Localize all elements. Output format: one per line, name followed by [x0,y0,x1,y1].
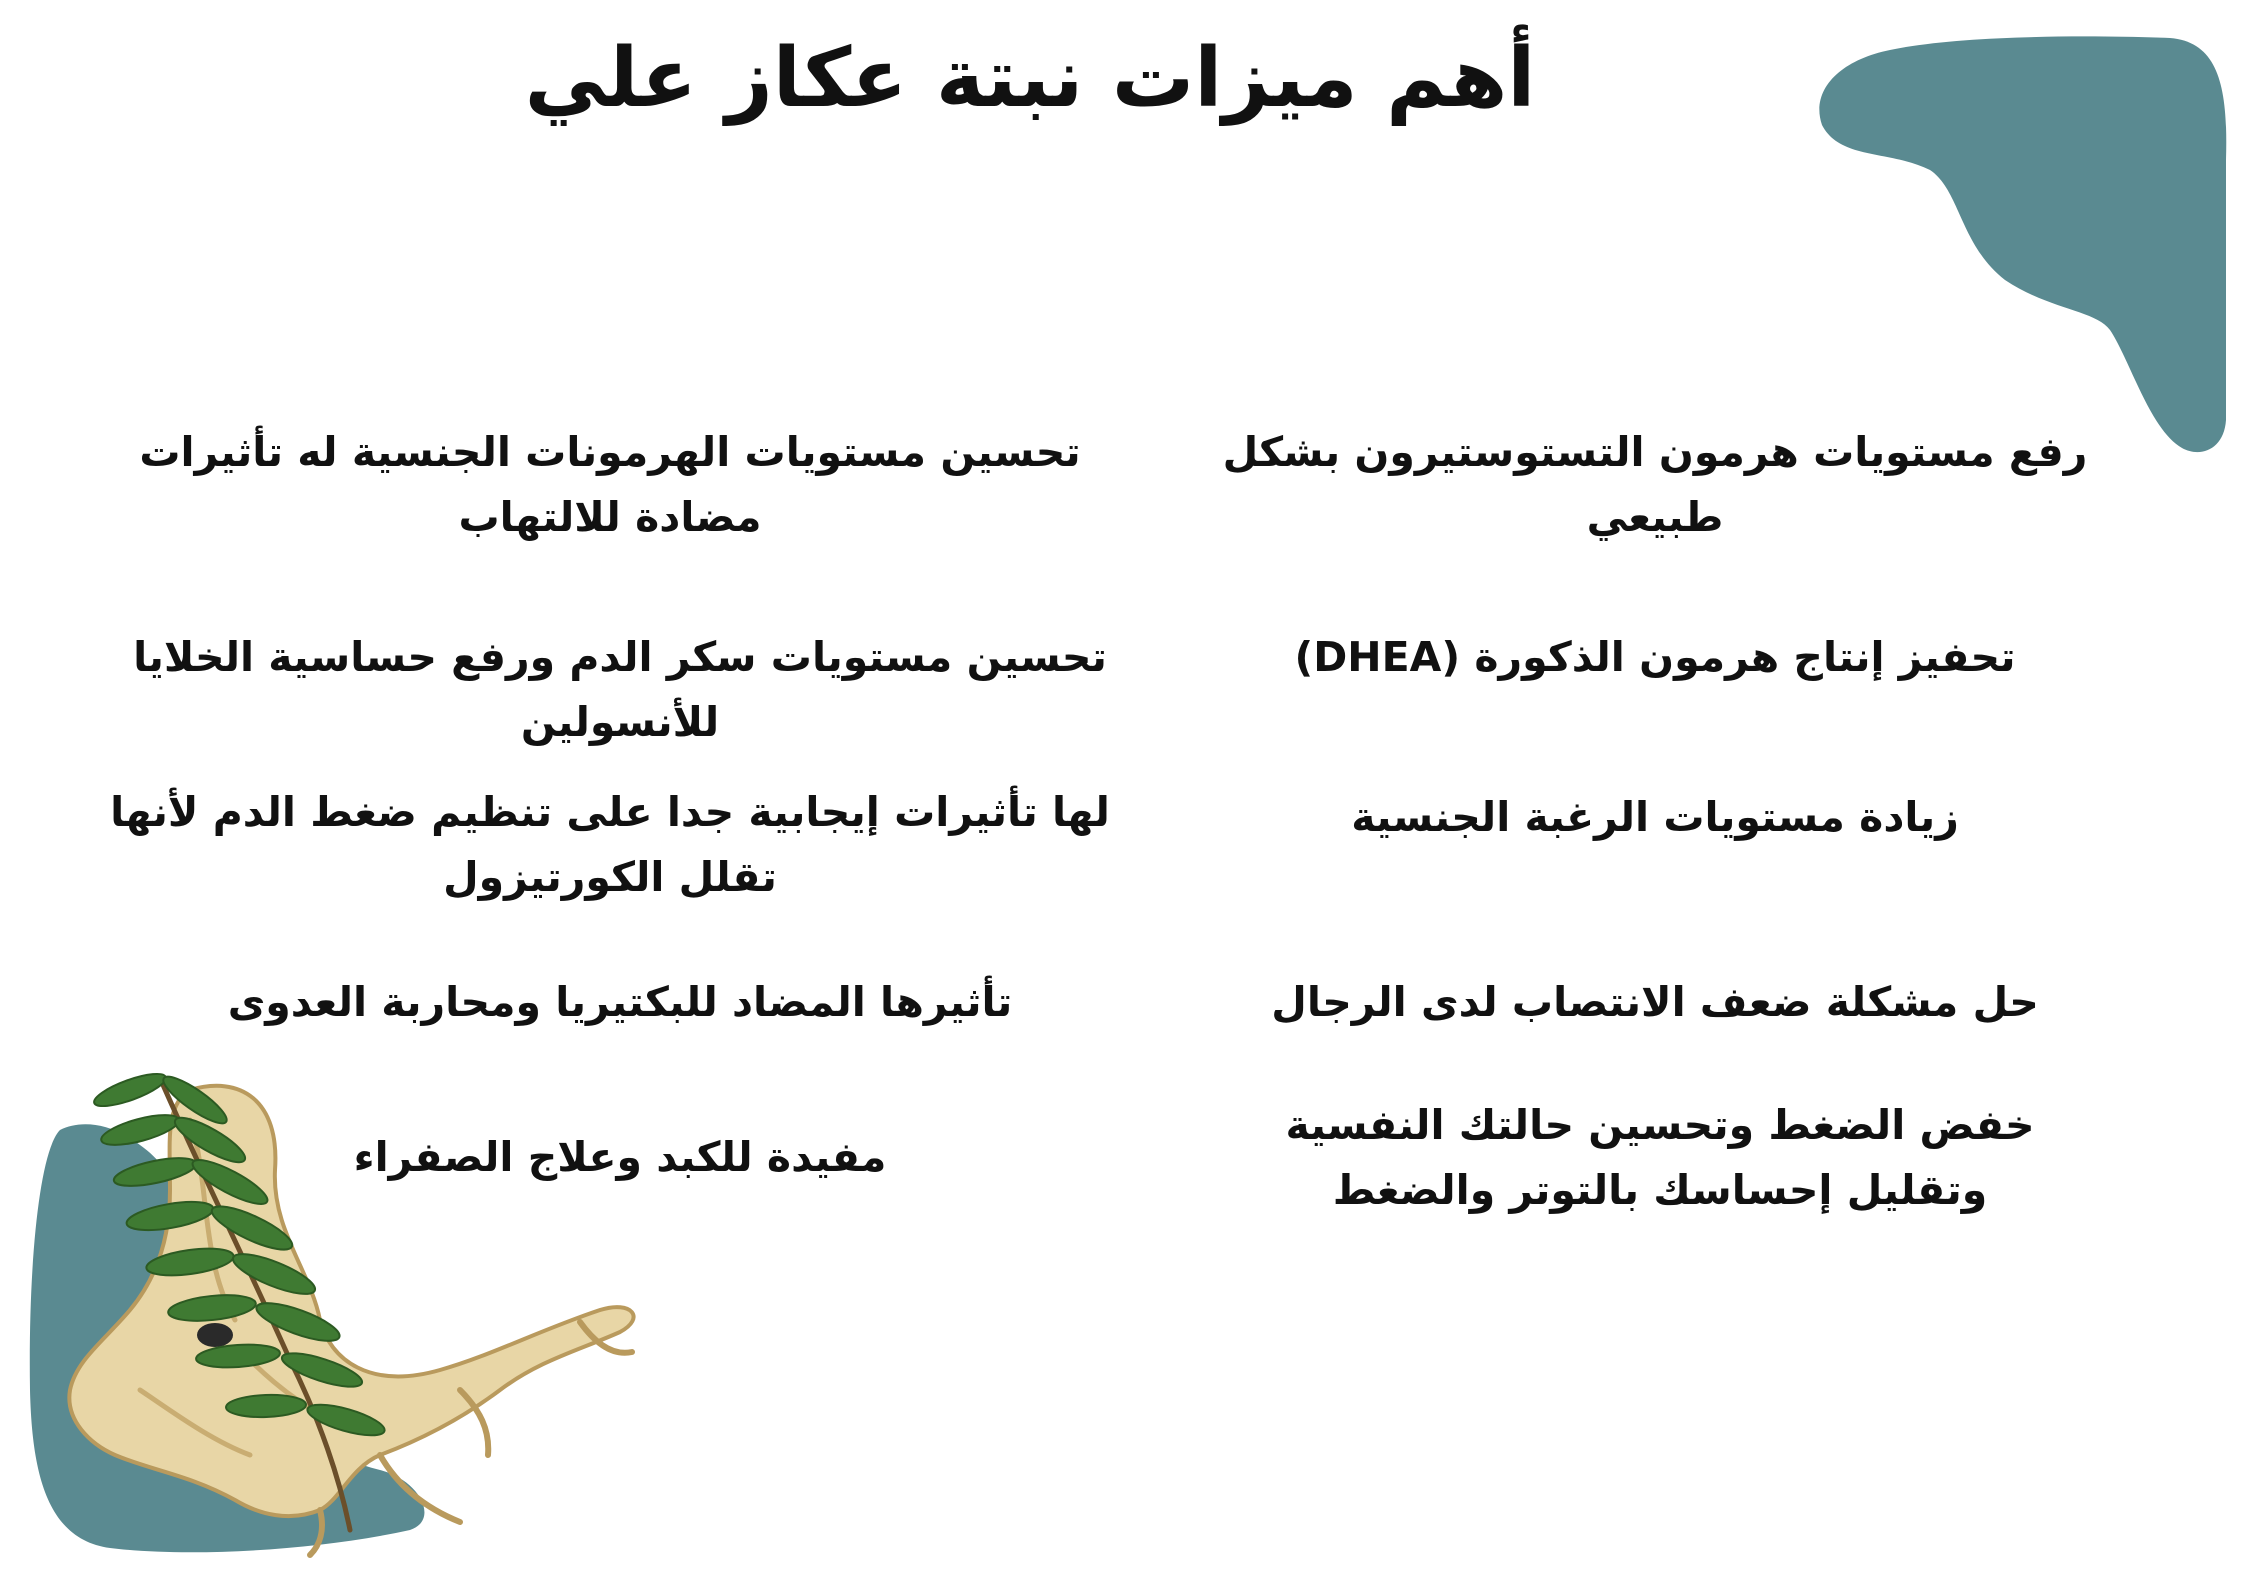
feature-right-3: زيادة مستويات الرغبة الجنسية [1351,793,1959,841]
feature-left-2: تحسين مستويات سكر الدم ورفع حساسية الخلايا للأنسولين [133,633,1107,746]
feature-left-5: مفيدة للكبد وعلاج الصفراء [353,1133,887,1181]
root-body [69,1086,633,1516]
feature-left-4: تأثيرها المضاد للبكتيريا ومحاربة العدوى [227,978,1013,1026]
root-hole [197,1323,233,1347]
feature-right-2: تحفيز إنتاج هرمون الذكورة (DHEA) [1294,633,2016,681]
feature-right-5: خفض الضغط وتحسين حالتك النفسية وتقليل إحساسك بالتوتر والضغط [1285,1101,2035,1214]
feature-right-4: حل مشكلة ضعف الانتصاب لدى الرجال [1271,978,2039,1026]
top-right-teal-blob [1810,30,2230,460]
feature-left-1: تحسين مستويات الهرمونات الجنسية له تأثيرات مضادة للالتهاب [139,428,1081,541]
tongkat-ali-root-illustration [20,1060,660,1560]
feature-left-3: لها تأثيرات إيجابية جدا على تنظيم ضغط الدم لأنها تقلل الكورتيزول [110,788,1110,901]
page-title: أهم ميزات نبتة عكاز علي [524,31,1536,126]
feature-right-1: رفع مستويات هرمون التستوستيرون بشكل طبيعي [1222,428,2088,541]
